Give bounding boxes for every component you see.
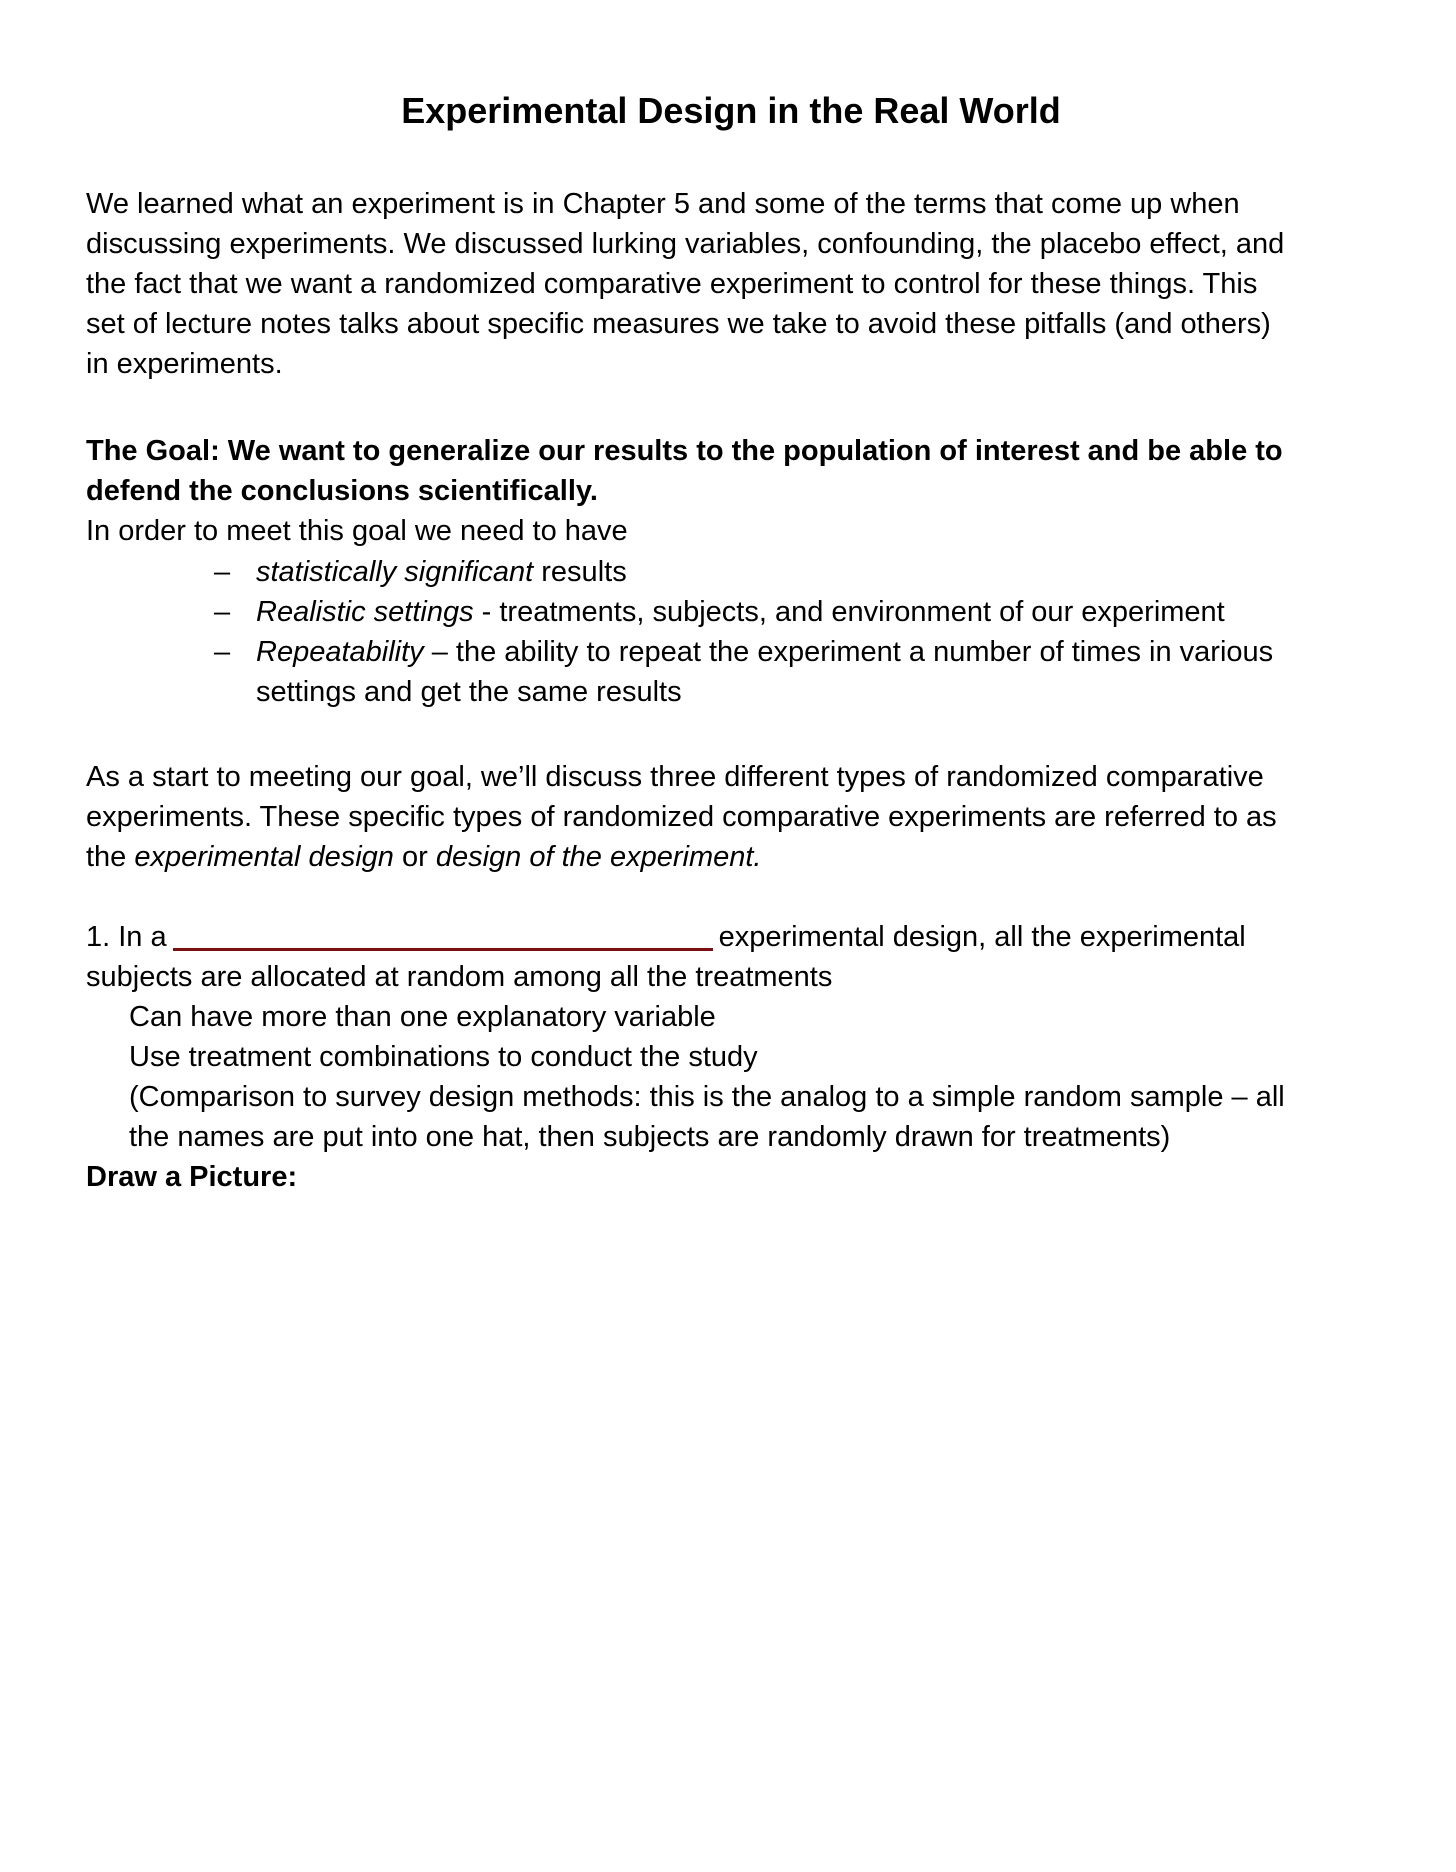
requirements-list [86,552,1376,712]
design-intro-line: As a start to meeting our goal, we’ll discuss three different types of randomized comparative [86,761,1264,793]
bullet-text: – the ability to repeat the experiment a number of times in various [423,636,1274,668]
bullet-term: statistically significant [256,556,534,588]
term-design-of-experiment: design of the experiment. [435,841,762,873]
item-1-suffix: experimental design, all the experimental [718,921,1246,953]
bullet-text: - treatments, subjects, and environment of our experiment [473,596,1225,628]
goal-heading: The Goal: We want to generalize our results to the population of interest and be able to [86,435,1283,467]
item-1-note: Can have more than one explanatory variable [129,1001,716,1033]
goal-section [86,431,1376,551]
intro-line: set of lecture notes talks about specific measures we take to avoid these pitfalls (and others) [86,308,1271,340]
intro-line: discussing experiments. We discussed lurking variables, confounding, the placebo effect, and [86,228,1285,260]
bullet-term: Realistic settings [256,596,474,628]
dash-marker: – [214,556,231,588]
text-span: the [86,841,135,873]
list-item [86,632,1376,712]
item-1-note: the names are put into one hat, then subjects are randomly drawn for treatments) [129,1121,1171,1153]
intro-line: We learned what an experiment is in Chapter 5 and some of the terms that come up when [86,188,1240,220]
intro-paragraph [86,184,1376,384]
intro-line: in experiments. [86,348,283,380]
draw-picture-label: Draw a Picture: [86,1161,298,1193]
item-1-second-line: subjects are allocated at random among all the treatments [86,961,833,993]
item-1-note: Use treatment combinations to conduct the study [129,1041,758,1073]
bullet-text: results [533,556,627,588]
bullet-continuation: settings and get the same results [256,676,682,708]
term-experimental-design: experimental design [134,841,394,873]
bullet-term: Repeatability [256,636,424,668]
text-span: or [393,841,436,873]
dash-marker: – [214,636,231,668]
page-title: Experimental Design in the Real World [401,90,1061,131]
goal-lead: In order to meet this goal we need to have [86,515,628,547]
dash-marker: – [214,596,231,628]
item-1-first-line [86,917,1376,957]
list-item [86,552,1376,592]
item-1-note: (Comparison to survey design methods: this is the analog to a simple random sample – all [129,1081,1285,1113]
design-intro-line [86,837,1376,877]
intro-line: the fact that we want a randomized comparative experiment to control for these things. This [86,268,1258,300]
design-intro-paragraph [86,757,1376,877]
goal-heading: defend the conclusions scientifically. [86,475,598,507]
item-1-section [86,917,1376,1197]
list-item [86,592,1376,632]
item-1-prefix: 1. In a [86,921,167,953]
drawing-area[interactable] [86,1215,1376,1815]
fill-in-blank[interactable] [173,918,713,951]
design-intro-line: experiments. These specific types of randomized comparative experiments are referred to as [86,801,1277,833]
